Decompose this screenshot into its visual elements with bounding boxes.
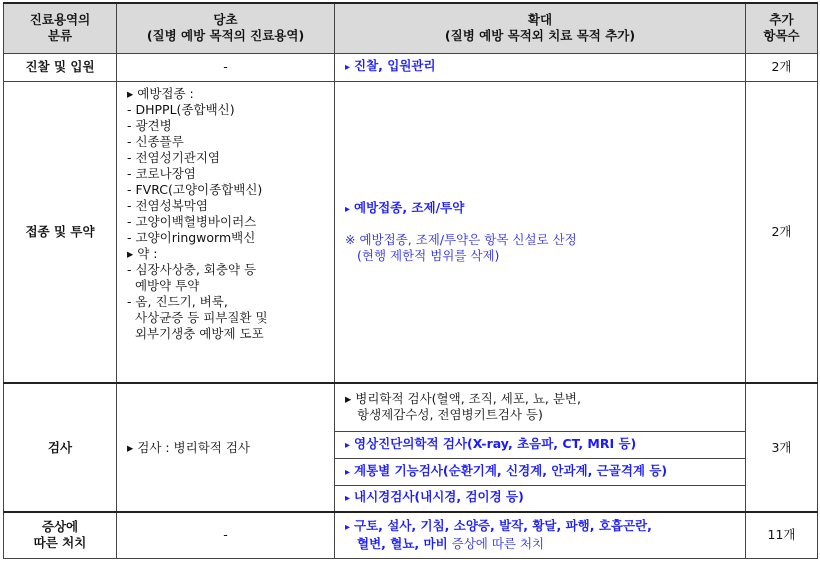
header-original [117, 3, 335, 53]
header-category-line1: 진료용역의 [29, 12, 91, 28]
extended-item: ▸ 예방접종, 조제/투약 [345, 199, 465, 215]
extended-item-line2 [345, 536, 737, 552]
note-line: ※ 예방접종, 조제/투약은 항목 신설로 산정 [345, 231, 577, 247]
list-item: 예방약 투약 [127, 277, 200, 293]
extended-item: ▸ 내시경검사(내시경, 검이경 등) [345, 489, 524, 505]
extended-item-text: 계통별 기능검사(순환기계, 신경계, 안과계, 근골격계 등) [354, 462, 668, 478]
row-extended-sub [335, 431, 746, 458]
table-row [4, 383, 818, 431]
row-original: - [117, 53, 335, 81]
row-extended-sub [335, 383, 746, 431]
extended-item-plain: 증상에 따른 처치 [447, 536, 545, 552]
list-item: 사상균증 등 피부질환 및 [127, 309, 268, 325]
list-item: - 옴, 진드기, 벼룩, [127, 293, 228, 309]
list-item: - 고양이백혈병바이러스 [127, 213, 257, 229]
extended-item-text: 예방접종, 조제/투약 [354, 199, 465, 215]
row-extended-sub [335, 485, 746, 512]
list-item: - 코로나장염 [127, 165, 196, 181]
list-item: ▸ 예방접종 : [127, 85, 194, 101]
extended-item-bold: 혈변, 혈뇨, 마비 [357, 536, 448, 552]
category-line: 증상에 [41, 519, 79, 535]
row-extended [335, 53, 746, 81]
extended-item-text: 내시경검사(내시경, 검이경 등) [354, 489, 524, 505]
header-extended-line1: 확대 [527, 12, 553, 28]
row-extended [335, 512, 746, 558]
extended-item-text: 영상진단의학적 검사(X-ray, 초음파, CT, MRI 등) [354, 435, 637, 451]
list-item: - 심장사상충, 회충약 등 [127, 261, 257, 277]
category-line: 따른 처치 [33, 535, 87, 551]
list-item: - 전염성복막염 [127, 197, 208, 213]
header-extended-line2: (질병 예방 목적외 치료 목적 추가) [444, 28, 636, 44]
extended-item: ▸ 영상진단의학적 검사(X-ray, 초음파, CT, MRI 등) [345, 435, 637, 451]
header-category-line2: 분류 [47, 28, 73, 44]
row-original: ▸ 검사 : 병리학적 검사 [117, 383, 335, 512]
comparison-table [3, 2, 818, 559]
list-item: - FVRC(고양이종합백신) [127, 181, 263, 197]
list-item: - DHPPL(종합백신) [127, 101, 235, 117]
list-item: - 전염성기관지염 [127, 149, 221, 165]
table-row [4, 53, 818, 81]
row-extended [335, 81, 746, 383]
row-category [4, 512, 117, 558]
extended-item: ▸ 진찰, 입원관리 [345, 58, 436, 73]
note-line: (현행 제한적 범위를 삭제) [357, 247, 500, 263]
header-count-line2: 항목수 [763, 28, 800, 44]
list-item: - 신종플루 [127, 133, 184, 149]
table-row [4, 81, 818, 383]
row-category: 접종 및 투약 [4, 81, 117, 383]
list-item: - 광견병 [127, 117, 172, 133]
header-row [4, 3, 818, 53]
header-count [746, 3, 818, 53]
row-count: 11개 [746, 512, 818, 558]
extended-item: ▸ 구토, 설사, 기침, 소양증, 발작, 황달, 파행, 호흡곤란, [345, 518, 652, 534]
row-count: 3개 [746, 383, 818, 512]
row-original-list [117, 81, 335, 383]
extended-item-text: 구토, 설사, 기침, 소양증, 발작, 황달, 파행, 호흡곤란, [354, 518, 652, 534]
header-count-line1: 추가 [769, 12, 794, 28]
row-original: - [117, 512, 335, 558]
header-original-line2: (질병 예방 목적의 진료용역) [146, 28, 305, 44]
header-extended [335, 3, 746, 53]
extended-item-text: 항생제감수성, 전염병키트검사 등) [357, 407, 543, 423]
row-count: 2개 [746, 53, 818, 81]
row-extended-sub [335, 458, 746, 485]
extended-item: ▸ 계통별 기능검사(순환기계, 신경계, 안과계, 근골격계 등) [345, 462, 668, 478]
row-category: 검사 [4, 383, 117, 512]
header-original-line1: 당초 [213, 12, 238, 28]
list-item: 외부기생충 예방제 도포 [127, 325, 264, 341]
extended-item-text: 진찰, 입원관리 [354, 58, 436, 73]
row-count: 2개 [746, 81, 818, 383]
list-item: - 고양이ringworm백신 [127, 229, 256, 245]
row-category: 진찰 및 입원 [4, 53, 117, 81]
list-item: ▸ 약 : [127, 245, 158, 261]
table-row [4, 512, 818, 558]
extended-item-text: ▸ 병리학적 검사(혈액, 조직, 세포, 뇨, 분변, [345, 391, 581, 407]
header-category [4, 3, 117, 53]
